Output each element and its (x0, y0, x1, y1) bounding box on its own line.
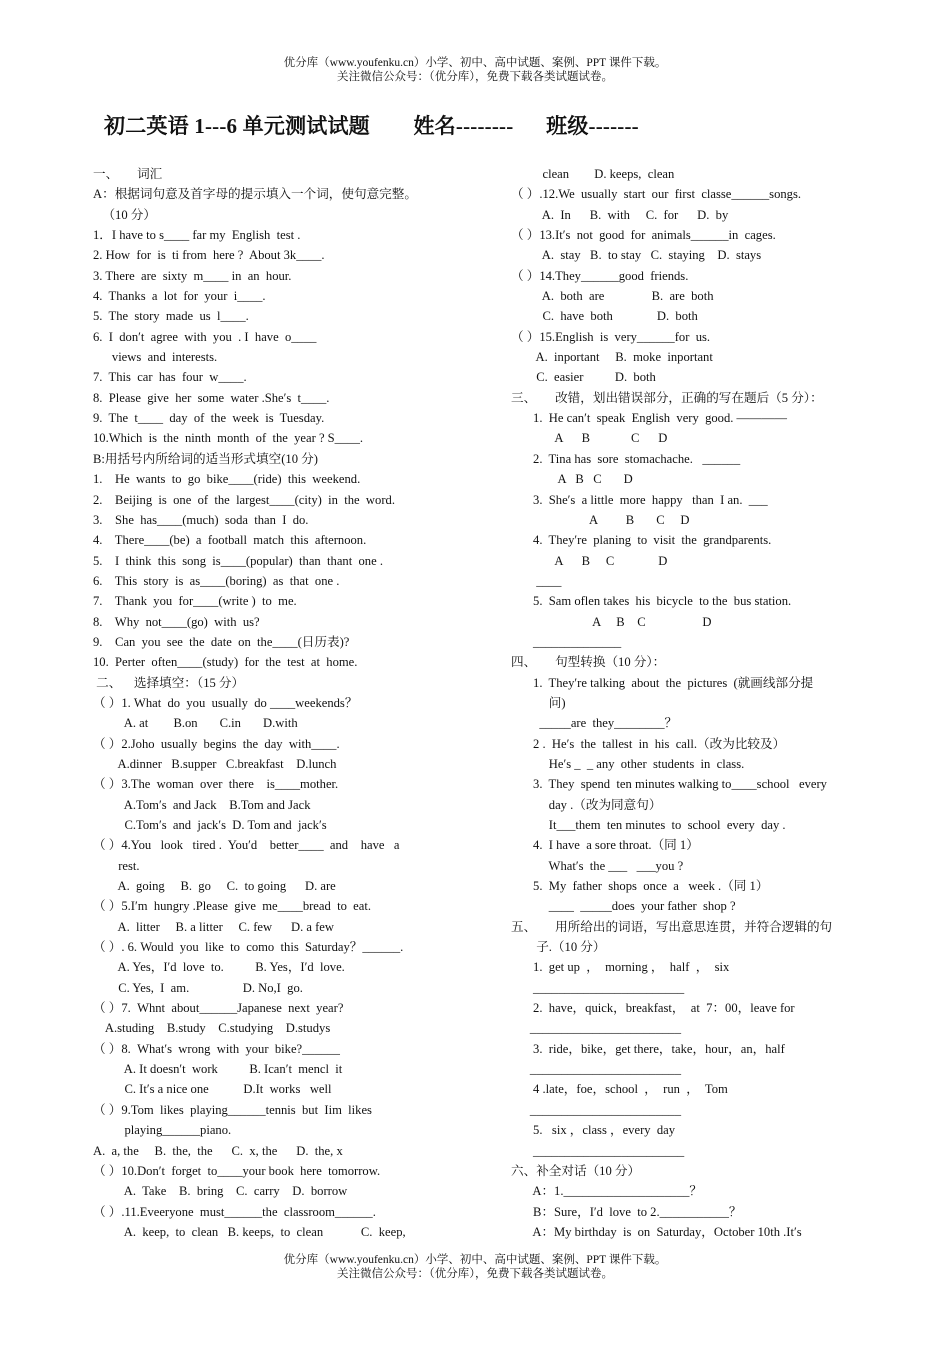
text-line: ________________________ (511, 1143, 685, 1158)
text-line: 3. There are sixty m____ in an hour. (93, 268, 292, 283)
text-line: （10 分） (93, 207, 156, 222)
text-line: 6. I don′t agree with you . I have o____ (93, 329, 317, 344)
text-line: 9. The t____ day of the week is Tuesday. (93, 411, 325, 426)
text-line: 2 . He′s the tallest in his call.（改为比较及） (511, 736, 786, 751)
text-line: C. easier D. both (511, 370, 656, 385)
text-line: A.dinner B.supper C.breakfast D.lunch (93, 756, 337, 771)
text-line: ________________________ (511, 1021, 682, 1036)
text-line: 2. Tina has sore stomachache. ______ (511, 451, 741, 466)
text-line: A.studing B.study C.studying D.studys (93, 1021, 331, 1036)
text-line: （ ）. 6. Would you like to como this Saturday？______. (93, 940, 404, 955)
text-line: 2. Beijing is one of the largest____(city) in the word. (93, 492, 395, 507)
text-line: A B C D (511, 472, 633, 487)
footer-line-1: 优分库（www.youfenku.cn）小学、初中、高中试题、案例、PPT 课件下载。 (283, 1254, 667, 1266)
text-line: 问) (511, 695, 566, 710)
text-line: C. It′s a nice one D.It works well (93, 1082, 332, 1097)
text-line: 7. Thank you for____(write ) to me. (93, 594, 297, 609)
text-line: A. litter B. a litter C. few D. a few (93, 919, 334, 934)
text-line: 二、 选择填空：（15 分） (93, 675, 245, 690)
text-line: A. both are B. are both (511, 289, 714, 304)
text-line: 一、 词汇 (93, 167, 163, 181)
text-line: C. have both D. both (511, 309, 698, 324)
text-line: A B C D (511, 553, 668, 568)
text-line: rest. (93, 858, 140, 873)
text-line: A. keep, to clean B. keeps, to clean C. keep, (93, 1224, 406, 1239)
text-line: 2. have，quick，breakfast， at 7：00，leave for (511, 1001, 795, 1016)
text-line: 3. She has____(much) soda than I do. (93, 512, 309, 527)
text-line: 5. Sam oflen takes his bicycle to the bus station. (511, 594, 792, 609)
text-line: 三、 改错，划出错误部分，正确的写在题后（5 分）： (511, 390, 823, 405)
left-column (93, 164, 455, 1242)
text-line: 1. He wants to go bike____(ride) this weekend. (93, 472, 361, 487)
text-line: （ ）.12.We usually start our first classe______songs. (511, 187, 802, 202)
text-line: 8. Why not____(go) with us? (93, 614, 260, 629)
text-line: （ ）7. Whnt about______Japanese next year? (93, 1001, 344, 1016)
text-line: 9. Can you see the date on the____(日历表)? (93, 634, 350, 649)
text-line: 五、 用所给出的词语，写出意思连贯，并符合逻辑的句 (511, 919, 833, 934)
text-line: 1．I have to s____ far my English test . (93, 228, 301, 243)
text-line: clean D. keeps, clean (511, 167, 675, 181)
text-line: C. Yes, I am. D. No,I go. (93, 980, 303, 995)
text-line: 子.（10 分） (511, 940, 606, 955)
page-footer (0, 1253, 950, 1281)
text-line: ____ _____does your father shop ? (511, 899, 736, 914)
text-line: He′s _ _ any other students in class. (511, 756, 745, 771)
text-line: A. Take B. bring C. carry D. borrow (93, 1184, 348, 1199)
text-line: A：根据词句意及首字母的提示填入一个词，使句意完整。 (93, 187, 417, 202)
text-line: （ ）14.They______good friends. (511, 268, 689, 283)
text-line: （ ）3.The woman over there is____mother. (93, 777, 339, 792)
text-line: 5. My father shops once a week .（同 1） (511, 879, 769, 894)
header-line-1: 优分库（www.youfenku.cn）小学、初中、高中试题、案例、PPT 课件下载。 (283, 57, 667, 69)
text-line: playing______piano. (93, 1123, 232, 1138)
text-line: （ ）13.It′s not good for animals______in cages. (511, 228, 776, 243)
text-line: （ ）8. What′s wrong with your bike?______ (93, 1041, 340, 1056)
text-line: 7. This car has four w____. (93, 370, 247, 385)
text-line: day .（改为同意句） (511, 797, 662, 812)
text-line: ____ (511, 573, 562, 588)
text-line: 4. There____(be) a football match this afternoon. (93, 533, 367, 548)
text-line: （ ）9.Tom likes playing______tennis but Iim likes (93, 1102, 372, 1117)
text-line: A. stay B. to stay C. staying D. stays (511, 248, 762, 263)
text-line: A：1.____________________？ (511, 1184, 703, 1199)
text-line: ________________________ (511, 980, 685, 995)
text-line: （ ）15.English is very______for us. (511, 329, 711, 344)
text-line: 4. I have a sore throat.（同 1） (511, 838, 699, 853)
right-column (511, 164, 863, 1242)
page-header (0, 56, 950, 84)
text-line: A. at B.on C.in D.with (93, 716, 298, 731)
text-line: _____are they________？ (511, 716, 678, 731)
text-line: A. inportant B. moke inportant (511, 350, 713, 365)
text-line: A B C D (511, 431, 668, 446)
text-line: A B C D (511, 512, 690, 527)
text-line: （ ）10.Don′t forget to____your book here tomorrow. (93, 1163, 381, 1178)
text-line: A. In B. with C. for D. by (511, 207, 729, 222)
text-line: ________________________ (511, 1062, 682, 1077)
text-line: （ ）4.You look tired . You′d better____ and have a (93, 838, 400, 853)
text-line: 2. How for is ti from here ? About 3k____. (93, 248, 325, 263)
text-line: （ ）1. What do you usually do ____weekends？ (93, 695, 358, 710)
text-line: A. a, the B. the, the C. x, the D. the, x (93, 1143, 343, 1158)
text-line: 4. Thanks a lot for your i____. (93, 289, 266, 304)
text-line: A. Yes，I′d love to. B. Yes，I′d love. (93, 960, 345, 975)
text-line: 10.Which is the ninth month of the year ? S____. (93, 431, 364, 446)
text-line: ________________________ (511, 1102, 682, 1117)
header-line-2: 关注微信公众号：（优分库），免费下载各类试题试卷。 (337, 71, 613, 83)
text-line: ______________ (511, 634, 622, 649)
text-line: 1. He can′t speak English very good. ———— (511, 411, 787, 426)
text-line: What′s the ___ ___you ? (511, 858, 684, 873)
text-line: 3. ride，bike，get there，take，hour，an，half (511, 1041, 785, 1056)
text-line: 3. She′s a little more happy than I an. ___ (511, 492, 768, 507)
text-line: B:用括号内所给词的适当形式填空(10 分) (93, 451, 318, 466)
text-line: views and interests. (93, 350, 218, 365)
text-line: 1. They′re talking about the pictures (就画线部分提 (511, 675, 814, 690)
text-line: 6. This story is as____(boring) as that one . (93, 573, 340, 588)
text-line: 1. get up ， morning ， half ， six (511, 960, 730, 975)
text-line: It___them ten minutes to school every day . (511, 818, 786, 832)
text-line: 5. The story made us l____. (93, 309, 249, 324)
text-line: 六、补全对话（10 分） (511, 1163, 641, 1178)
page-title: 初二英语 1---6 单元测试试题 姓名-------- 班级------- (104, 114, 639, 138)
text-line: （ ）2.Joho usually begins the day with____. (93, 736, 340, 751)
text-line: （ ）5.I′m hungry .Please give me____bread to eat. (93, 899, 372, 914)
text-line: 四、 句型转换（10 分）： (511, 655, 666, 670)
text-line: 4 .late，foe，school ， run ， Tom (511, 1082, 728, 1097)
text-line: 5. six ，class ，every day (511, 1123, 676, 1138)
text-line: A. It doesn′t work B. Ican′t mencl it (93, 1062, 343, 1077)
text-line: 3. They spend ten minutes walking to____school every (511, 777, 827, 792)
text-line: 8. Please give her some water .She′s t____. (93, 390, 330, 405)
text-line: 10. Perter often____(study) for the test at home. (93, 655, 358, 670)
text-line: C.Tom′s and jack′s D. Tom and jack′s (93, 818, 327, 832)
text-line: A：My birthday is on Saturday，October 10th .It′s (511, 1224, 802, 1239)
text-line: 5. I think this song is____(popular) than thant one . (93, 553, 383, 568)
footer-line-2: 关注微信公众号：（优分库），免费下载各类试题试卷。 (337, 1268, 613, 1280)
text-line: A B C D (511, 614, 712, 629)
text-line: （ ）.11.Eveeryone must______the classroom______. (93, 1204, 376, 1219)
text-line: A. going B. go C. to going D. are (93, 879, 336, 894)
text-line: A.Tom′s and Jack B.Tom and Jack (93, 797, 311, 812)
text-line: 4. They′re planing to visit the grandparents. (511, 533, 772, 548)
text-line: B：Sure，I′d love to 2.___________？ (511, 1204, 742, 1219)
